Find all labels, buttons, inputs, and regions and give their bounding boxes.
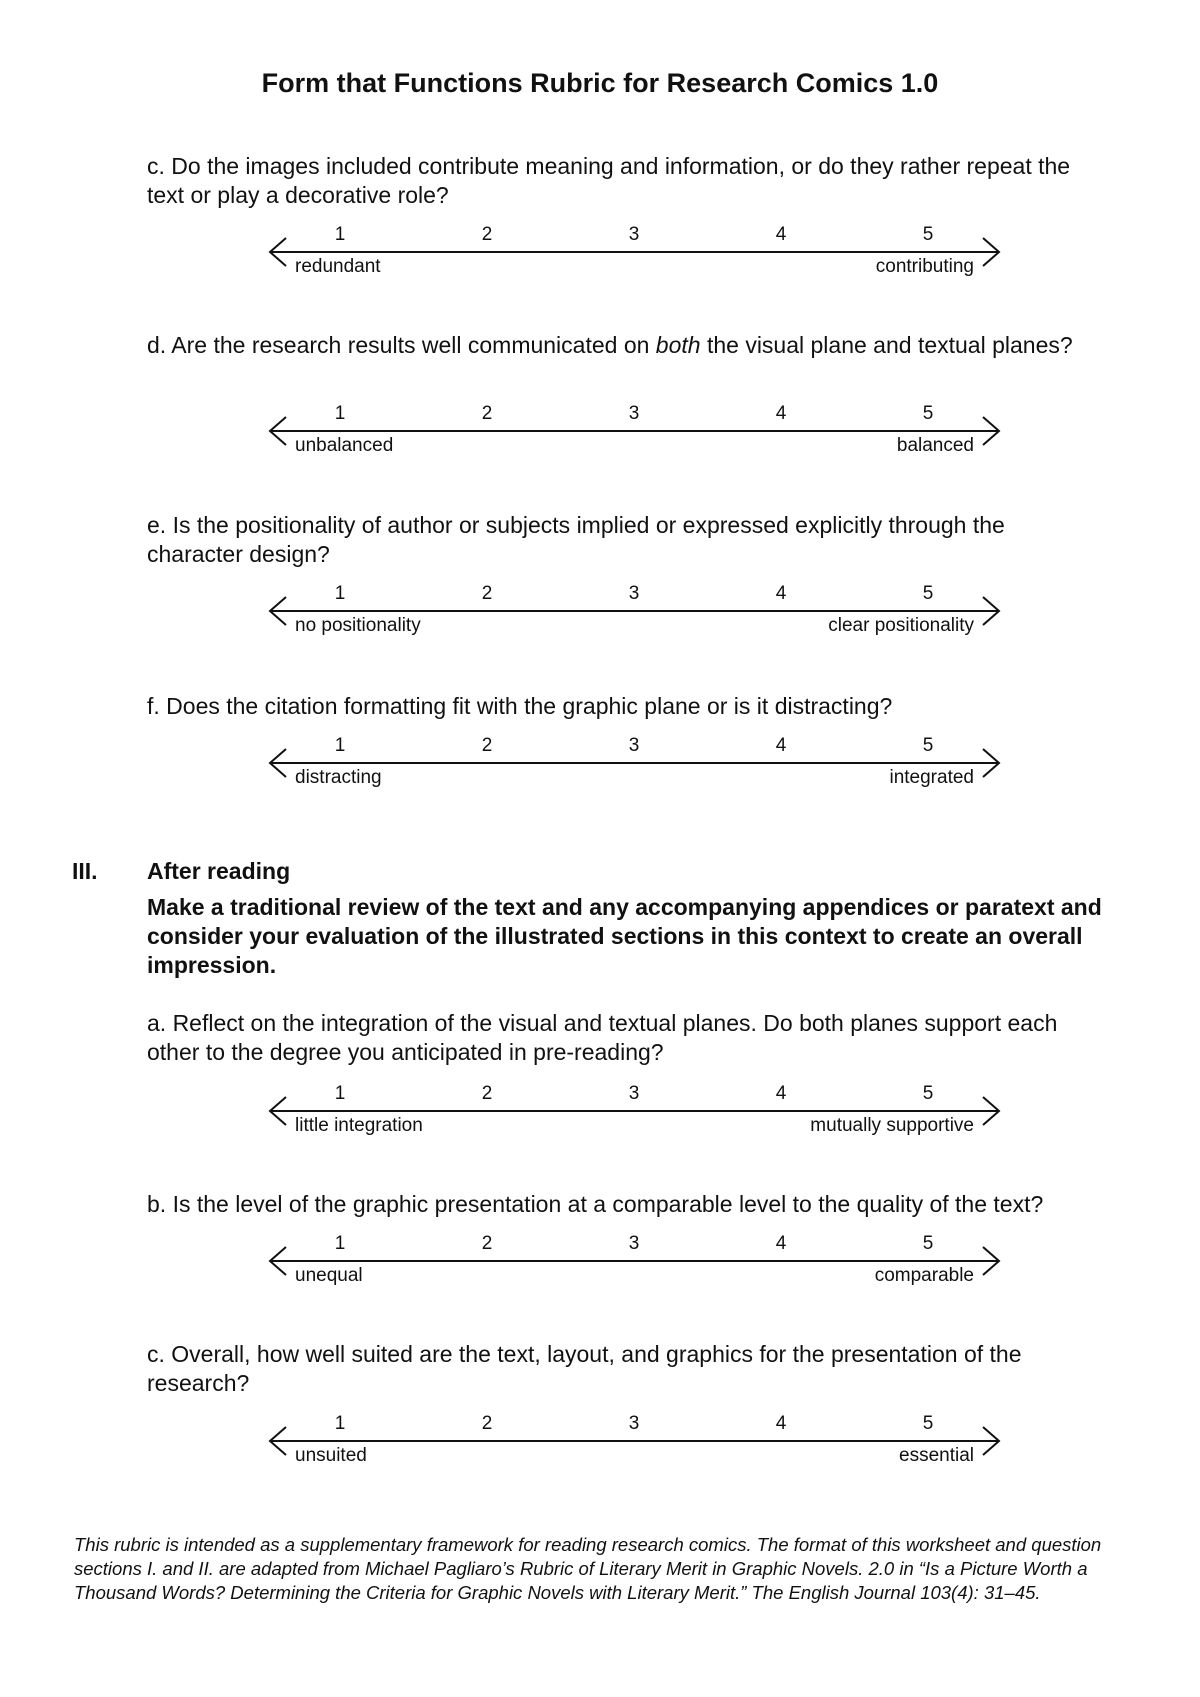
question-f — [147, 692, 1107, 721]
scale-number-3[interactable]: 3 — [628, 1083, 640, 1104]
scale-number-3[interactable]: 3 — [628, 403, 640, 424]
scale-e — [268, 583, 1001, 643]
scale-number-2[interactable]: 2 — [481, 735, 493, 756]
scale-high-label: balanced — [896, 435, 974, 456]
scale-number-2[interactable]: 2 — [481, 403, 493, 424]
scale-high-label: comparable — [874, 1265, 974, 1286]
question-3c-text: c. Overall, how well suited are the text, layout, and graphics for the presentation of the research? — [147, 1341, 1022, 1396]
scale-high-label: essential — [899, 1445, 974, 1466]
question-c-text: c. Do the images included contribute meaning and information, or do they rather repeat the text or play a decorative role? — [147, 153, 1071, 208]
question-d-text-emphasis: both — [655, 332, 701, 358]
scale-low-label: no positionality — [295, 615, 421, 636]
scale-high-label: contributing — [875, 256, 974, 277]
scale-number-4[interactable]: 4 — [775, 583, 787, 604]
scale-number-2[interactable]: 2 — [481, 583, 493, 604]
scale-number-2[interactable]: 2 — [481, 224, 493, 245]
question-3b-text: b. Is the level of the graphic presentation at a comparable level to the quality of the text? — [147, 1191, 1044, 1217]
scale-number-2[interactable]: 2 — [481, 1233, 493, 1254]
scale-number-4[interactable]: 4 — [775, 1233, 787, 1254]
scale-low-label: unsuited — [295, 1445, 367, 1466]
scale-number-1[interactable]: 1 — [334, 735, 346, 756]
question-3b — [147, 1190, 1107, 1219]
scale-number-4[interactable]: 4 — [775, 224, 787, 245]
page-title: Form that Functions Rubric for Research Comics 1.0 — [261, 68, 939, 98]
scale-number-2[interactable]: 2 — [481, 1083, 493, 1104]
scale-high-label: clear positionality — [828, 615, 974, 636]
scale-low-label: distracting — [295, 767, 382, 788]
scale-number-1[interactable]: 1 — [334, 224, 346, 245]
scale-number-3[interactable]: 3 — [628, 1413, 640, 1434]
scale-high-label: mutually supportive — [810, 1115, 974, 1136]
scale-low-label: little integration — [295, 1115, 423, 1136]
scale-number-3[interactable]: 3 — [628, 1233, 640, 1254]
scale-number-1[interactable]: 1 — [334, 1233, 346, 1254]
scale-number-1[interactable]: 1 — [334, 1413, 346, 1434]
question-e — [147, 511, 1107, 569]
footnote: This rubric is intended as a supplementary framework for reading research comics. The format of this worksheet and question sections I. and II. are adapted from Michael Pagliaro’s Rubric of Literary Merit in Graphic Novels. 2.0 in “Is a Picture Worth a Thousand Words? Determining the Criteria for Graphic Novels with Literary Merit.” The English Journal 103(4): 31–45. — [74, 1534, 1102, 1603]
scale-low-label: redundant — [295, 256, 381, 277]
scale-d — [268, 403, 1001, 463]
scale-number-1[interactable]: 1 — [334, 1083, 346, 1104]
scale-number-5[interactable]: 5 — [922, 1083, 934, 1104]
question-3c — [147, 1340, 1107, 1398]
scale-f — [268, 735, 1001, 795]
scale-number-4[interactable]: 4 — [775, 1413, 787, 1434]
question-3a — [147, 1009, 1107, 1067]
scale-number-4[interactable]: 4 — [775, 403, 787, 424]
scale-3a — [268, 1083, 1001, 1143]
scale-number-4[interactable]: 4 — [775, 1083, 787, 1104]
scale-number-3[interactable]: 3 — [628, 224, 640, 245]
scale-3b — [268, 1233, 1001, 1293]
question-3a-text: a. Reflect on the integration of the visual and textual planes. Do both planes support each other to the degree you anticipated in pre-reading? — [147, 1010, 1058, 1065]
scale-number-3[interactable]: 3 — [628, 735, 640, 756]
scale-3c — [268, 1413, 1001, 1473]
question-f-text: f. Does the citation formatting fit with the graphic plane or is it distracting? — [147, 693, 893, 719]
scale-number-2[interactable]: 2 — [481, 1413, 493, 1434]
question-c — [147, 152, 1107, 210]
question-d-text-post: the visual plane and textual planes? — [700, 332, 1073, 358]
scale-low-label: unbalanced — [295, 435, 394, 456]
scale-number-5[interactable]: 5 — [922, 224, 934, 245]
scale-number-1[interactable]: 1 — [334, 583, 346, 604]
scale-number-4[interactable]: 4 — [775, 735, 787, 756]
section-intro: Make a traditional review of the text and any accompanying appendices or paratext and consider your evaluation of the illustrated sections in this context to create an overall impression. — [147, 894, 1102, 978]
scale-number-3[interactable]: 3 — [628, 583, 640, 604]
scale-number-5[interactable]: 5 — [922, 583, 934, 604]
scale-high-label: integrated — [889, 767, 974, 788]
question-d-text-pre: d. Are the research results well communicated on — [147, 332, 656, 358]
scale-c — [268, 224, 1001, 284]
scale-number-1[interactable]: 1 — [334, 403, 346, 424]
section-number: III. — [72, 858, 98, 884]
scale-number-5[interactable]: 5 — [922, 403, 934, 424]
scale-number-5[interactable]: 5 — [922, 1413, 934, 1434]
scale-number-5[interactable]: 5 — [922, 1233, 934, 1254]
section-title: After reading — [147, 858, 291, 884]
scale-number-5[interactable]: 5 — [922, 735, 934, 756]
question-d — [147, 331, 1107, 360]
question-e-text: e. Is the positionality of author or subjects implied or expressed explicitly through the character design? — [147, 512, 1005, 567]
scale-low-label: unequal — [295, 1265, 363, 1286]
